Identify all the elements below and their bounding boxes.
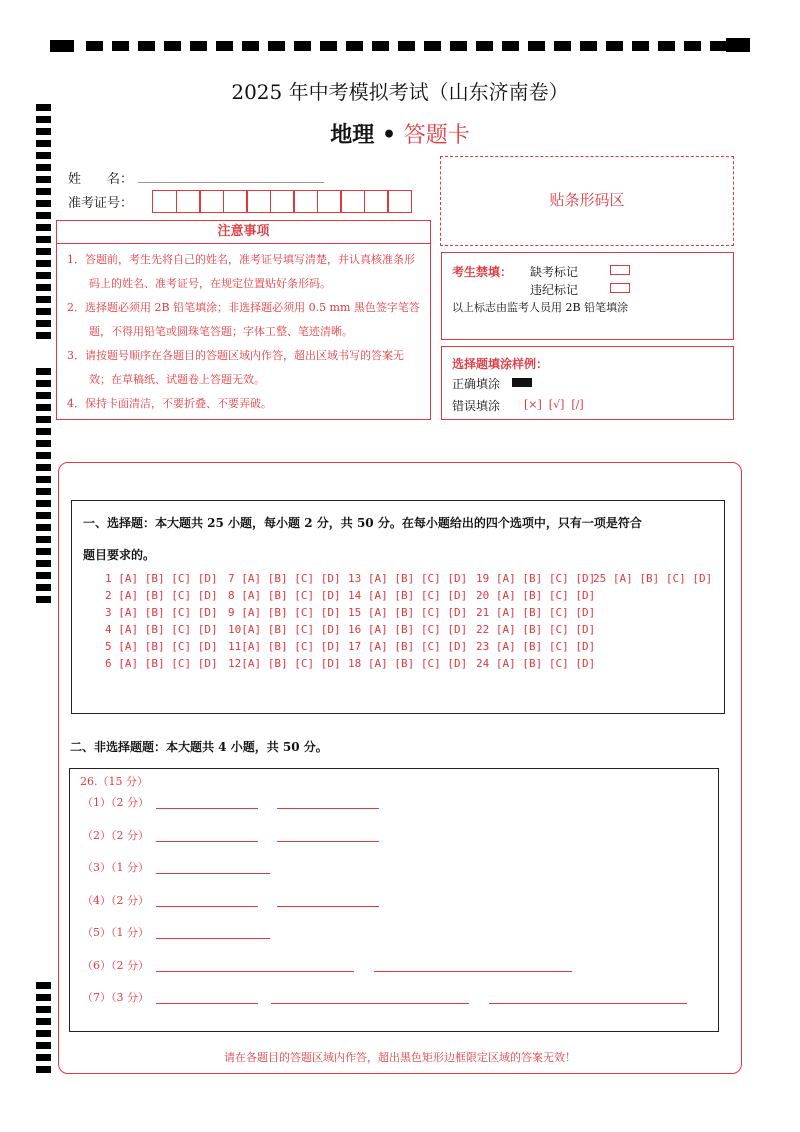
timing-mark (36, 236, 51, 243)
answer-line[interactable] (156, 841, 258, 842)
subject-name: 地理 • (330, 122, 397, 148)
timing-mark (36, 104, 51, 111)
forbidden-box (441, 252, 734, 340)
notice-item-1: 1．答题前，考生先将自己的姓名，准考证号填写清楚，并认真核准条形码上的姓名、准考证号，在规定位置贴好条形码。 (67, 253, 415, 290)
timing-mark (190, 41, 207, 51)
timing-mark (606, 41, 623, 51)
timing-mark-top-right (726, 38, 750, 52)
id-label: 准考证号： (68, 196, 134, 211)
timing-mark (36, 152, 51, 159)
wrong-fill-marks: [×] [√] [/] (524, 398, 584, 411)
id-digit-box[interactable] (223, 190, 248, 213)
notice-item-4: 4．保持卡面清洁，不要折叠、不要弄破。 (67, 397, 272, 410)
timing-mark (710, 41, 727, 51)
timing-mark (36, 536, 51, 543)
mc-question-row[interactable]: 10[A] [B] [C] [D] (228, 623, 341, 636)
answer-line[interactable] (271, 1003, 469, 1004)
mc-question-row[interactable]: 7 [A] [B] [C] [D] (228, 572, 341, 585)
answer-line[interactable] (277, 841, 379, 842)
absent-mark-box[interactable] (610, 265, 630, 275)
notice-box (56, 220, 431, 420)
fill-sample-title: 选择题填涂样例： (452, 357, 549, 371)
q26-part-label: （6）（2 分） (82, 958, 149, 972)
timing-mark-top-left (50, 40, 74, 52)
id-digit-box[interactable] (364, 190, 389, 213)
timing-mark (372, 41, 389, 51)
id-digit-box[interactable] (317, 190, 342, 213)
timing-mark (658, 41, 675, 51)
timing-mark (36, 380, 51, 387)
correct-fill-sample (512, 378, 532, 387)
timing-mark (36, 224, 51, 231)
section1-heading-1: 一、选择题：本大题共 25 小题，每小题 2 分，共 50 分。在每小题给出的四个选项中，只有一项是符合 (83, 516, 642, 530)
mc-question-row[interactable]: 19 [A] [B] [C] [D] (476, 572, 596, 585)
id-digit-box[interactable] (270, 190, 295, 213)
violation-label: 违纪标记 (530, 283, 579, 297)
timing-mark (36, 1066, 51, 1073)
mc-question-row[interactable]: 20 [A] [B] [C] [D] (476, 589, 596, 602)
timing-mark (164, 41, 181, 51)
timing-mark (36, 200, 51, 207)
q26-part-label: （1）（2 分） (82, 796, 149, 809)
timing-mark (36, 1018, 51, 1025)
mc-question-row[interactable]: 13 [A] [B] [C] [D] (348, 572, 468, 585)
answer-line[interactable] (489, 1003, 687, 1004)
timing-mark (86, 41, 103, 51)
section2-heading: 二、非选择题题：本大题共 4 小题，共 50 分。 (70, 740, 328, 754)
id-digit-box[interactable] (246, 190, 271, 213)
q26-part-label: （5）（1 分） (82, 926, 149, 939)
q26-part-label: （7）（3 分） (82, 991, 149, 1004)
timing-mark (528, 41, 545, 51)
timing-mark (632, 41, 649, 51)
correct-fill-label: 正确填涂 (452, 377, 501, 391)
fill-sample-box (441, 346, 734, 420)
q26-part-label: （3）（1 分） (82, 861, 149, 874)
mc-question-row[interactable]: 12[A] [B] [C] [D] (228, 657, 341, 670)
q26-part-label: （2）（2 分） (82, 828, 149, 842)
mc-question-row[interactable]: 21 [A] [B] [C] [D] (476, 606, 596, 619)
id-digit-box[interactable] (176, 190, 201, 213)
timing-mark (36, 982, 51, 989)
absent-label: 缺考标记 (530, 265, 579, 279)
subject-title (0, 118, 800, 149)
timing-mark (36, 560, 51, 567)
mc-question-row[interactable]: 6 [A] [B] [C] [D] (105, 657, 218, 670)
timing-mark (36, 1006, 51, 1013)
timing-mark (36, 416, 51, 423)
mc-question-row[interactable]: 14 [A] [B] [C] [D] (348, 589, 468, 602)
timing-mark (36, 404, 51, 411)
mc-question-row[interactable]: 1 [A] [B] [C] [D] (105, 572, 218, 585)
q26-title: 26.（15 分） (80, 775, 148, 788)
timing-mark (36, 320, 51, 327)
id-digit-box[interactable] (340, 190, 365, 213)
notice-item-2: 2．选择题必须用 2B 铅笔填涂；非选择题必须用 0.5 mm 黑色签字笔答题，不得用铅笔或圆珠笔答题；字体工整、笔迹清晰。 (67, 301, 420, 338)
timing-mark (36, 308, 51, 315)
timing-mark (216, 41, 233, 51)
mc-question-row[interactable]: 17 [A] [B] [C] [D] (348, 640, 468, 653)
section1-heading-2: 题目要求的。 (83, 548, 156, 562)
timing-mark (294, 41, 311, 51)
mc-question-row[interactable]: 15 [A] [B] [C] [D] (348, 606, 468, 619)
timing-mark (36, 488, 51, 495)
id-number-boxes[interactable] (152, 190, 411, 213)
timing-mark (36, 476, 51, 483)
timing-mark (36, 584, 51, 591)
answer-line[interactable] (277, 906, 379, 907)
mc-question-row[interactable]: 2 [A] [B] [C] [D] (105, 589, 218, 602)
exam-title: 2025 年中考模拟考试（山东济南卷） (231, 80, 569, 104)
timing-mark (138, 41, 155, 51)
mc-question-row[interactable]: 25 [A] [B] [C] [D] (593, 572, 713, 585)
timing-mark (346, 41, 363, 51)
timing-mark (36, 284, 51, 291)
answer-line[interactable] (156, 808, 258, 809)
forbidden-label: 考生禁填： (452, 265, 513, 279)
notice-title: 注意事项 (57, 221, 430, 244)
timing-mark (36, 548, 51, 555)
mc-question-row[interactable]: 4 [A] [B] [C] [D] (105, 623, 218, 636)
answer-line[interactable] (156, 873, 270, 874)
timing-mark (36, 512, 51, 519)
mc-question-row[interactable]: 11[A] [B] [C] [D] (228, 640, 341, 653)
timing-mark (476, 41, 493, 51)
timing-mark (36, 188, 51, 195)
mc-question-row[interactable]: 8 [A] [B] [C] [D] (228, 589, 341, 602)
q26-part-label: （4）（2 分） (82, 893, 149, 907)
id-digit-box[interactable] (387, 190, 412, 213)
mc-question-row[interactable]: 9 [A] [B] [C] [D] (228, 606, 341, 619)
name-label: 姓 名： (68, 172, 134, 187)
timing-mark (36, 1030, 51, 1037)
mc-question-row[interactable]: 18 [A] [B] [C] [D] (348, 657, 468, 670)
answer-line[interactable] (156, 938, 270, 939)
timing-mark (36, 368, 51, 375)
mc-question-row[interactable]: 24 [A] [B] [C] [D] (476, 657, 596, 670)
timing-mark (36, 392, 51, 399)
timing-mark (112, 41, 129, 51)
notice-item-3: 3．请按题号顺序在各题目的答题区域内作答，超出区域书写的答案无效；在草稿纸、试题卷上答题无效。 (67, 349, 404, 386)
timing-mark (36, 464, 51, 471)
timing-mark (684, 41, 701, 51)
barcode-area (440, 156, 734, 246)
timing-mark (424, 41, 441, 51)
timing-mark (36, 524, 51, 531)
timing-mark (36, 596, 51, 603)
forbidden-note: 以上标志由监考人员用 2B 铅笔填涂 (452, 301, 629, 314)
timing-mark (450, 41, 467, 51)
timing-mark (580, 41, 597, 51)
timing-mark (36, 452, 51, 459)
answer-line[interactable] (156, 971, 354, 972)
timing-mark (36, 428, 51, 435)
timing-mark (36, 176, 51, 183)
timing-mark (36, 994, 51, 1001)
timing-mark (36, 500, 51, 507)
mc-question-row[interactable]: 22 [A] [B] [C] [D] (476, 623, 596, 636)
timing-mark (36, 212, 51, 219)
timing-mark (36, 296, 51, 303)
timing-mark (554, 41, 571, 51)
mc-question-row[interactable]: 16 [A] [B] [C] [D] (348, 623, 468, 636)
mc-question-row[interactable]: 23 [A] [B] [C] [D] (476, 640, 596, 653)
mc-question-row[interactable]: 5 [A] [B] [C] [D] (105, 640, 218, 653)
timing-mark (268, 41, 285, 51)
barcode-label: 贴条形码区 (549, 191, 625, 209)
answer-line[interactable] (156, 906, 258, 907)
timing-mark (36, 164, 51, 171)
timing-mark (502, 41, 519, 51)
timing-mark (36, 260, 51, 267)
footer-warning: 请在各题目的答题区域内作答，超出黑色矩形边框限定区域的答案无效！ (224, 1051, 576, 1064)
timing-mark (36, 572, 51, 579)
id-digit-box[interactable] (293, 190, 318, 213)
timing-mark (242, 41, 259, 51)
answer-line[interactable] (374, 971, 572, 972)
timing-mark (36, 332, 51, 339)
answer-line[interactable] (156, 1003, 258, 1004)
timing-mark (398, 41, 415, 51)
timing-mark (36, 1042, 51, 1049)
name-field[interactable] (138, 182, 324, 183)
timing-mark (36, 272, 51, 279)
timing-mark (320, 41, 337, 51)
wrong-fill-label: 错误填涂 (452, 399, 501, 413)
answer-line[interactable] (277, 808, 379, 809)
timing-mark (36, 440, 51, 447)
id-digit-box[interactable] (199, 190, 224, 213)
mc-question-row[interactable]: 3 [A] [B] [C] [D] (105, 606, 218, 619)
violation-mark-box[interactable] (610, 283, 630, 293)
card-label: 答题卡 (403, 123, 470, 148)
id-digit-box[interactable] (152, 190, 177, 213)
timing-mark (36, 248, 51, 255)
